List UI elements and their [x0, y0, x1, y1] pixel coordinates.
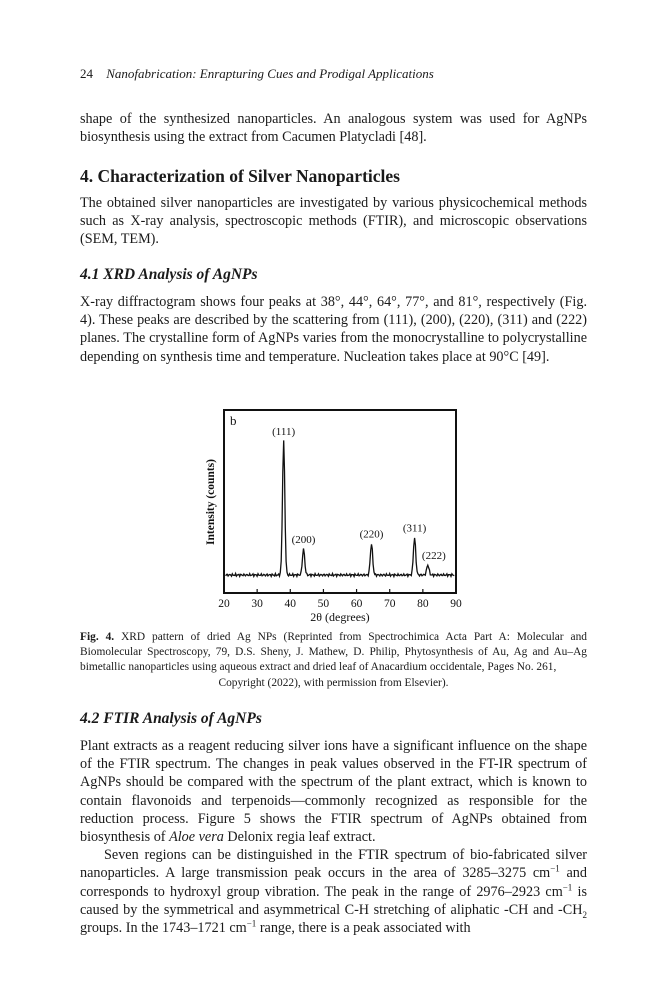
section-4	[80, 166, 587, 187]
x-tick-label: 50	[317, 598, 330, 610]
plot-frame	[224, 410, 456, 593]
section-4-2-paragraph-1: Plant extracts as a reagent reducing silver ions have a significant influence on the shape of the FTIR spectrum. The changes in peak values observed in the FT-IR spectrum of AgNPs should be compared with the spectrum of the plant extract, which is known to contain flavonoids and terpenoids—commonly recognized as responsible for the reduction process. Figure 5 shows the FTIR spectrum of AgNPs obtained from biosynthesis of Aloe vera Delonix regia leaf extract.	[80, 738, 587, 846]
x-tick-label: 30	[251, 598, 263, 610]
x-tick-label: 80	[417, 598, 429, 610]
section-4-body	[80, 194, 587, 249]
peak-label: (311)	[402, 522, 427, 535]
section-4-2-heading: 4.2 FTIR Analysis of AgNPs	[80, 710, 262, 727]
section-4-2-body	[80, 737, 587, 937]
figure-caption	[80, 630, 587, 691]
running-header	[80, 66, 434, 82]
intro-paragraph: shape of the synthesized nanoparticles. An analogous system was used for AgNPs biosynthesis using the extract from Cacumen Platycladi [48].	[80, 111, 587, 146]
section-4-paragraph: The obtained silver nanoparticles are investigated by various physicochemical methods such as X-ray analysis, spectroscopic methods (FTIR), and microscopic observations (SEM, TEM).	[80, 195, 587, 248]
caption-text: XRD pattern of dried Ag NPs (Reprinted from Spectrochimica Acta Part A: Molecular and Biomolecular Spectroscopy, 79, D.S. Sheny, J. Mathew, D. Philip, Phytosynthesis of Au, Ag and Au–Ag bimetallic nanoparticles using aqueous extract and dried leaf of Anacardium occidentale, Pages No. 261,	[80, 631, 587, 674]
x-axis-label: 2θ (degrees)	[310, 610, 370, 624]
x-tick-label: 60	[350, 598, 363, 610]
caption-last-line: Copyright (2022), with permission from Elsevier).	[218, 676, 449, 689]
x-tick-label: 20	[218, 598, 230, 610]
x-tick-label: 90	[450, 598, 462, 610]
book-title: Nanofabrication: Enrapturing Cues and Prodigal Applications	[106, 66, 434, 81]
section-4-2	[80, 710, 587, 728]
section-4-heading: 4. Characterization of Silver Nanoparticles	[80, 166, 400, 186]
panel-label: b	[230, 413, 237, 428]
xrd-pattern-line	[226, 440, 455, 576]
y-axis-label: Intensity (counts)	[205, 459, 217, 545]
section-4-1-body	[80, 293, 587, 366]
x-tick-label: 70	[383, 598, 396, 610]
plot-layer	[218, 426, 462, 610]
section-4-1	[80, 266, 587, 284]
caption-label: Fig. 4.	[80, 631, 115, 643]
section-4-1-heading: 4.1 XRD Analysis of AgNPs	[80, 266, 258, 283]
peak-label: (111)	[272, 426, 296, 439]
page-number: 24	[80, 66, 93, 81]
intro-paragraph-block	[80, 110, 587, 146]
x-tick-label: 40	[284, 598, 297, 610]
peak-label: (200)	[291, 534, 316, 547]
section-4-2-paragraph-2: Seven regions can be distinguished in the FTIR spectrum of bio-fabricated silver nanoparticles. A large transmission peak occurs in the area of 3285–3275 $cm^{-1}$ and corresponds to hydroxyl group vibration. The peak in the range of 2976–2923 $cm^{-1}$ is caused by the symmetrical and asymmetrical C-H stretching of aliphatic -CH and $-CH_2$ groups. In the 1743–1721 $cm^{-1}$ range, there is a peak associated with	[80, 847, 587, 937]
xrd-figure	[200, 404, 470, 626]
section-4-1-paragraph: X-ray diffractogram shows four peaks at 38°, 44°, 64°, 77°, and 81°, respectively (Fig. 4). These peaks are described by the scattering from (111), (200), (220), (311) and (222) planes. The crystalline form of AgNPs varies from the monocrystalline to polycrystalline depending on synthesis time and temperature. Nucleation takes place at 90°C [49].	[80, 294, 587, 365]
peak-label: (222)	[421, 549, 446, 562]
peak-label: (220)	[359, 528, 384, 541]
